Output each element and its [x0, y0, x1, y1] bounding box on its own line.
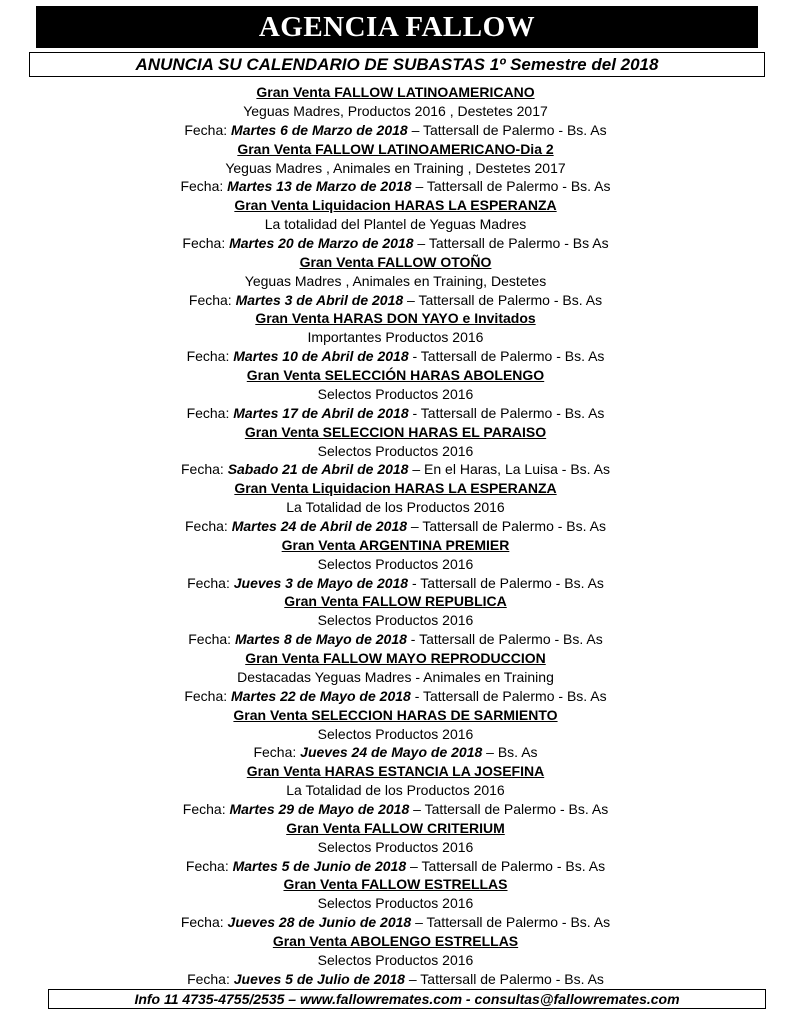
auction-date-line: [0, 857, 791, 876]
auction-venue: – Tattersall de Palermo - Bs. As: [407, 121, 607, 138]
auction-date-line: [0, 574, 791, 593]
auction-event: [0, 819, 791, 876]
auction-date-line: [0, 121, 791, 140]
auction-venue: - Tattersall de Palermo - Bs. As: [410, 687, 607, 704]
date-prefix: Fecha:: [180, 461, 228, 478]
auction-venue: – Tattersall de Palermo - Bs. As: [407, 517, 606, 534]
auction-date-line: [0, 234, 791, 253]
auction-title: Gran Venta SELECCION HARAS DE SARMIENTO: [233, 706, 558, 723]
date-prefix: Fecha:: [188, 291, 236, 308]
auction-title: Gran Venta FALLOW MAYO REPRODUCCION: [245, 649, 546, 666]
auction-date-line: [0, 291, 791, 310]
auction-description: Selectos Productos 2016: [317, 838, 474, 855]
auction-date: Martes 24 de Abril de 2018: [231, 517, 408, 534]
auction-venue: - Tattersall de Palermo - Bs. As: [406, 631, 603, 648]
auction-date: Martes 29 de Mayo de 2018: [229, 800, 410, 817]
auction-date-line: [0, 743, 791, 762]
auction-title: Gran Venta Liquidacion HARAS LA ESPERANZA: [234, 197, 557, 214]
auction-date-line: [0, 177, 791, 196]
auction-title: Gran Venta FALLOW ESTRELLAS: [283, 876, 508, 893]
auction-title: Gran Venta FALLOW CRITERIUM: [286, 819, 505, 836]
auction-date: Jueves 3 de Mayo de 2018: [233, 574, 409, 591]
auction-venue: – Tattersall de Palermo - Bs. As: [411, 178, 611, 195]
auction-date-line: [0, 347, 791, 366]
date-prefix: Fecha:: [180, 914, 228, 931]
auction-description: Destacadas Yeguas Madres - Animales en Training: [237, 668, 554, 685]
auction-venue: – Tattersall de Palermo - Bs As: [413, 234, 609, 251]
auction-description: Yeguas Madres, Productos 2016 , Destetes 2017: [243, 103, 548, 119]
auction-title: Gran Venta Liquidacion HARAS LA ESPERANZA: [234, 480, 557, 497]
date-prefix: Fecha:: [186, 348, 234, 365]
auction-description: Importantes Productos 2016: [307, 329, 484, 346]
auction-date: Jueves 28 de Junio de 2018: [227, 914, 412, 931]
auction-date: Martes 3 de Abril de 2018: [235, 291, 404, 308]
auction-title: Gran Venta FALLOW LATINOAMERICANO-Dia 2: [237, 140, 554, 157]
auction-venue: – Tattersall de Palermo - Bs. As: [404, 970, 604, 987]
auction-event: [0, 649, 791, 706]
auction-description: Selectos Productos 2016: [317, 555, 474, 572]
auction-event: [0, 932, 791, 989]
auction-event: [0, 140, 791, 197]
auction-description: Selectos Productos 2016: [317, 612, 474, 629]
date-prefix: Fecha:: [185, 517, 232, 534]
date-prefix: Fecha:: [188, 631, 235, 648]
auction-date-line: [0, 970, 791, 989]
auction-event: [0, 762, 791, 819]
auction-date: Jueves 5 de Julio de 2018: [233, 970, 405, 987]
auction-event: [0, 366, 791, 423]
auction-date-line: [0, 913, 791, 932]
auction-date: Jueves 24 de Mayo de 2018: [300, 744, 483, 761]
auction-event: [0, 592, 791, 649]
auction-venue: - Tattersall de Palermo - Bs. As: [408, 404, 605, 421]
auction-list: [0, 83, 791, 989]
auction-title: Gran Venta FALLOW LATINOAMERICANO: [256, 84, 535, 100]
auction-event: [0, 196, 791, 253]
calendar-subtitle: ANUNCIA SU CALENDARIO DE SUBASTAS 1º Semestre del 2018: [29, 52, 765, 77]
auction-date-line: [0, 517, 791, 536]
auction-date-line: [0, 460, 791, 479]
date-prefix: Fecha:: [185, 857, 233, 874]
auction-description: Selectos Productos 2016: [317, 385, 474, 402]
auction-title: Gran Venta FALLOW OTOÑO: [299, 253, 492, 270]
auction-title: Gran Venta SELECCION HARAS EL PARAISO: [244, 423, 547, 440]
date-prefix: Fecha:: [187, 574, 234, 591]
auction-venue: – Tattersall de Palermo - Bs. As: [403, 291, 603, 308]
date-prefix: Fecha:: [184, 687, 232, 704]
auction-venue: – En el Haras, La Luisa - Bs. As: [408, 461, 611, 478]
auction-date: Martes 17 de Abril de 2018: [233, 404, 409, 421]
auction-venue: – Bs. As: [482, 744, 538, 761]
auction-venue: – Tattersall de Palermo - Bs. As: [406, 857, 606, 874]
auction-date: Martes 6 de Marzo de 2018: [231, 121, 408, 138]
auction-date: Martes 8 de Mayo de 2018: [234, 631, 407, 648]
date-prefix: Fecha:: [186, 404, 234, 421]
auction-event: [0, 253, 791, 310]
auction-date: Martes 22 de Mayo de 2018: [231, 687, 411, 704]
auction-date: Martes 20 de Marzo de 2018: [229, 234, 414, 251]
auction-event: [0, 309, 791, 366]
auction-title: Gran Venta HARAS DON YAYO e Invitados: [255, 310, 536, 327]
auction-date-line: [0, 404, 791, 423]
contact-footer: Info 11 4735-4755/2535 – www.fallowremates.com - consultas@fallowremates.com: [48, 989, 766, 1009]
auction-description: Yeguas Madres , Animales en Training, Destetes: [244, 272, 547, 289]
date-prefix: Fecha:: [187, 970, 234, 987]
auction-title: Gran Venta FALLOW REPUBLICA: [284, 593, 507, 610]
auction-event: [0, 83, 791, 140]
auction-description: Selectos Productos 2016: [317, 725, 474, 742]
auction-description: Yeguas Madres , Animales en Training , Destetes 2017: [225, 159, 566, 176]
auction-title: Gran Venta ARGENTINA PREMIER: [281, 536, 510, 553]
auction-description: La totalidad del Plantel de Yeguas Madres: [264, 216, 527, 233]
auction-title: Gran Venta SELECCIÓN HARAS ABOLENGO: [246, 366, 545, 383]
date-prefix: Fecha:: [253, 744, 301, 761]
auction-venue: – Tattersall de Palermo - Bs. As: [411, 914, 611, 931]
auction-date: Martes 5 de Junio de 2018: [232, 857, 407, 874]
date-prefix: Fecha:: [182, 800, 230, 817]
auction-venue: – Tattersall de Palermo - Bs. As: [409, 800, 609, 817]
auction-date-line: [0, 800, 791, 819]
auction-description: Selectos Productos 2016: [317, 442, 474, 459]
auction-description: Selectos Productos 2016: [317, 895, 474, 912]
auction-event: [0, 423, 791, 480]
agency-title: AGENCIA FALLOW: [36, 6, 758, 48]
date-prefix: Fecha:: [184, 121, 232, 138]
auction-event: [0, 875, 791, 932]
auction-date: Sabado 21 de Abril de 2018: [227, 461, 409, 478]
auction-event: [0, 706, 791, 763]
auction-event: [0, 479, 791, 536]
auction-date-line: [0, 630, 791, 649]
auction-date-line: [0, 687, 791, 706]
auction-description: La Totalidad de los Productos 2016: [286, 499, 505, 516]
date-prefix: Fecha:: [180, 178, 228, 195]
auction-description: Selectos Productos 2016: [317, 951, 474, 968]
auction-title: Gran Venta ABOLENGO ESTRELLAS: [272, 932, 519, 949]
auction-venue: - Tattersall de Palermo - Bs. As: [408, 574, 604, 591]
auction-date: Martes 13 de Marzo de 2018: [227, 178, 412, 195]
date-prefix: Fecha:: [182, 234, 230, 251]
auction-description: La Totalidad de los Productos 2016: [286, 782, 505, 799]
auction-date: Martes 10 de Abril de 2018: [233, 348, 409, 365]
auction-event: [0, 536, 791, 593]
auction-venue: - Tattersall de Palermo - Bs. As: [408, 348, 605, 365]
auction-title: Gran Venta HARAS ESTANCIA LA JOSEFINA: [246, 763, 545, 780]
